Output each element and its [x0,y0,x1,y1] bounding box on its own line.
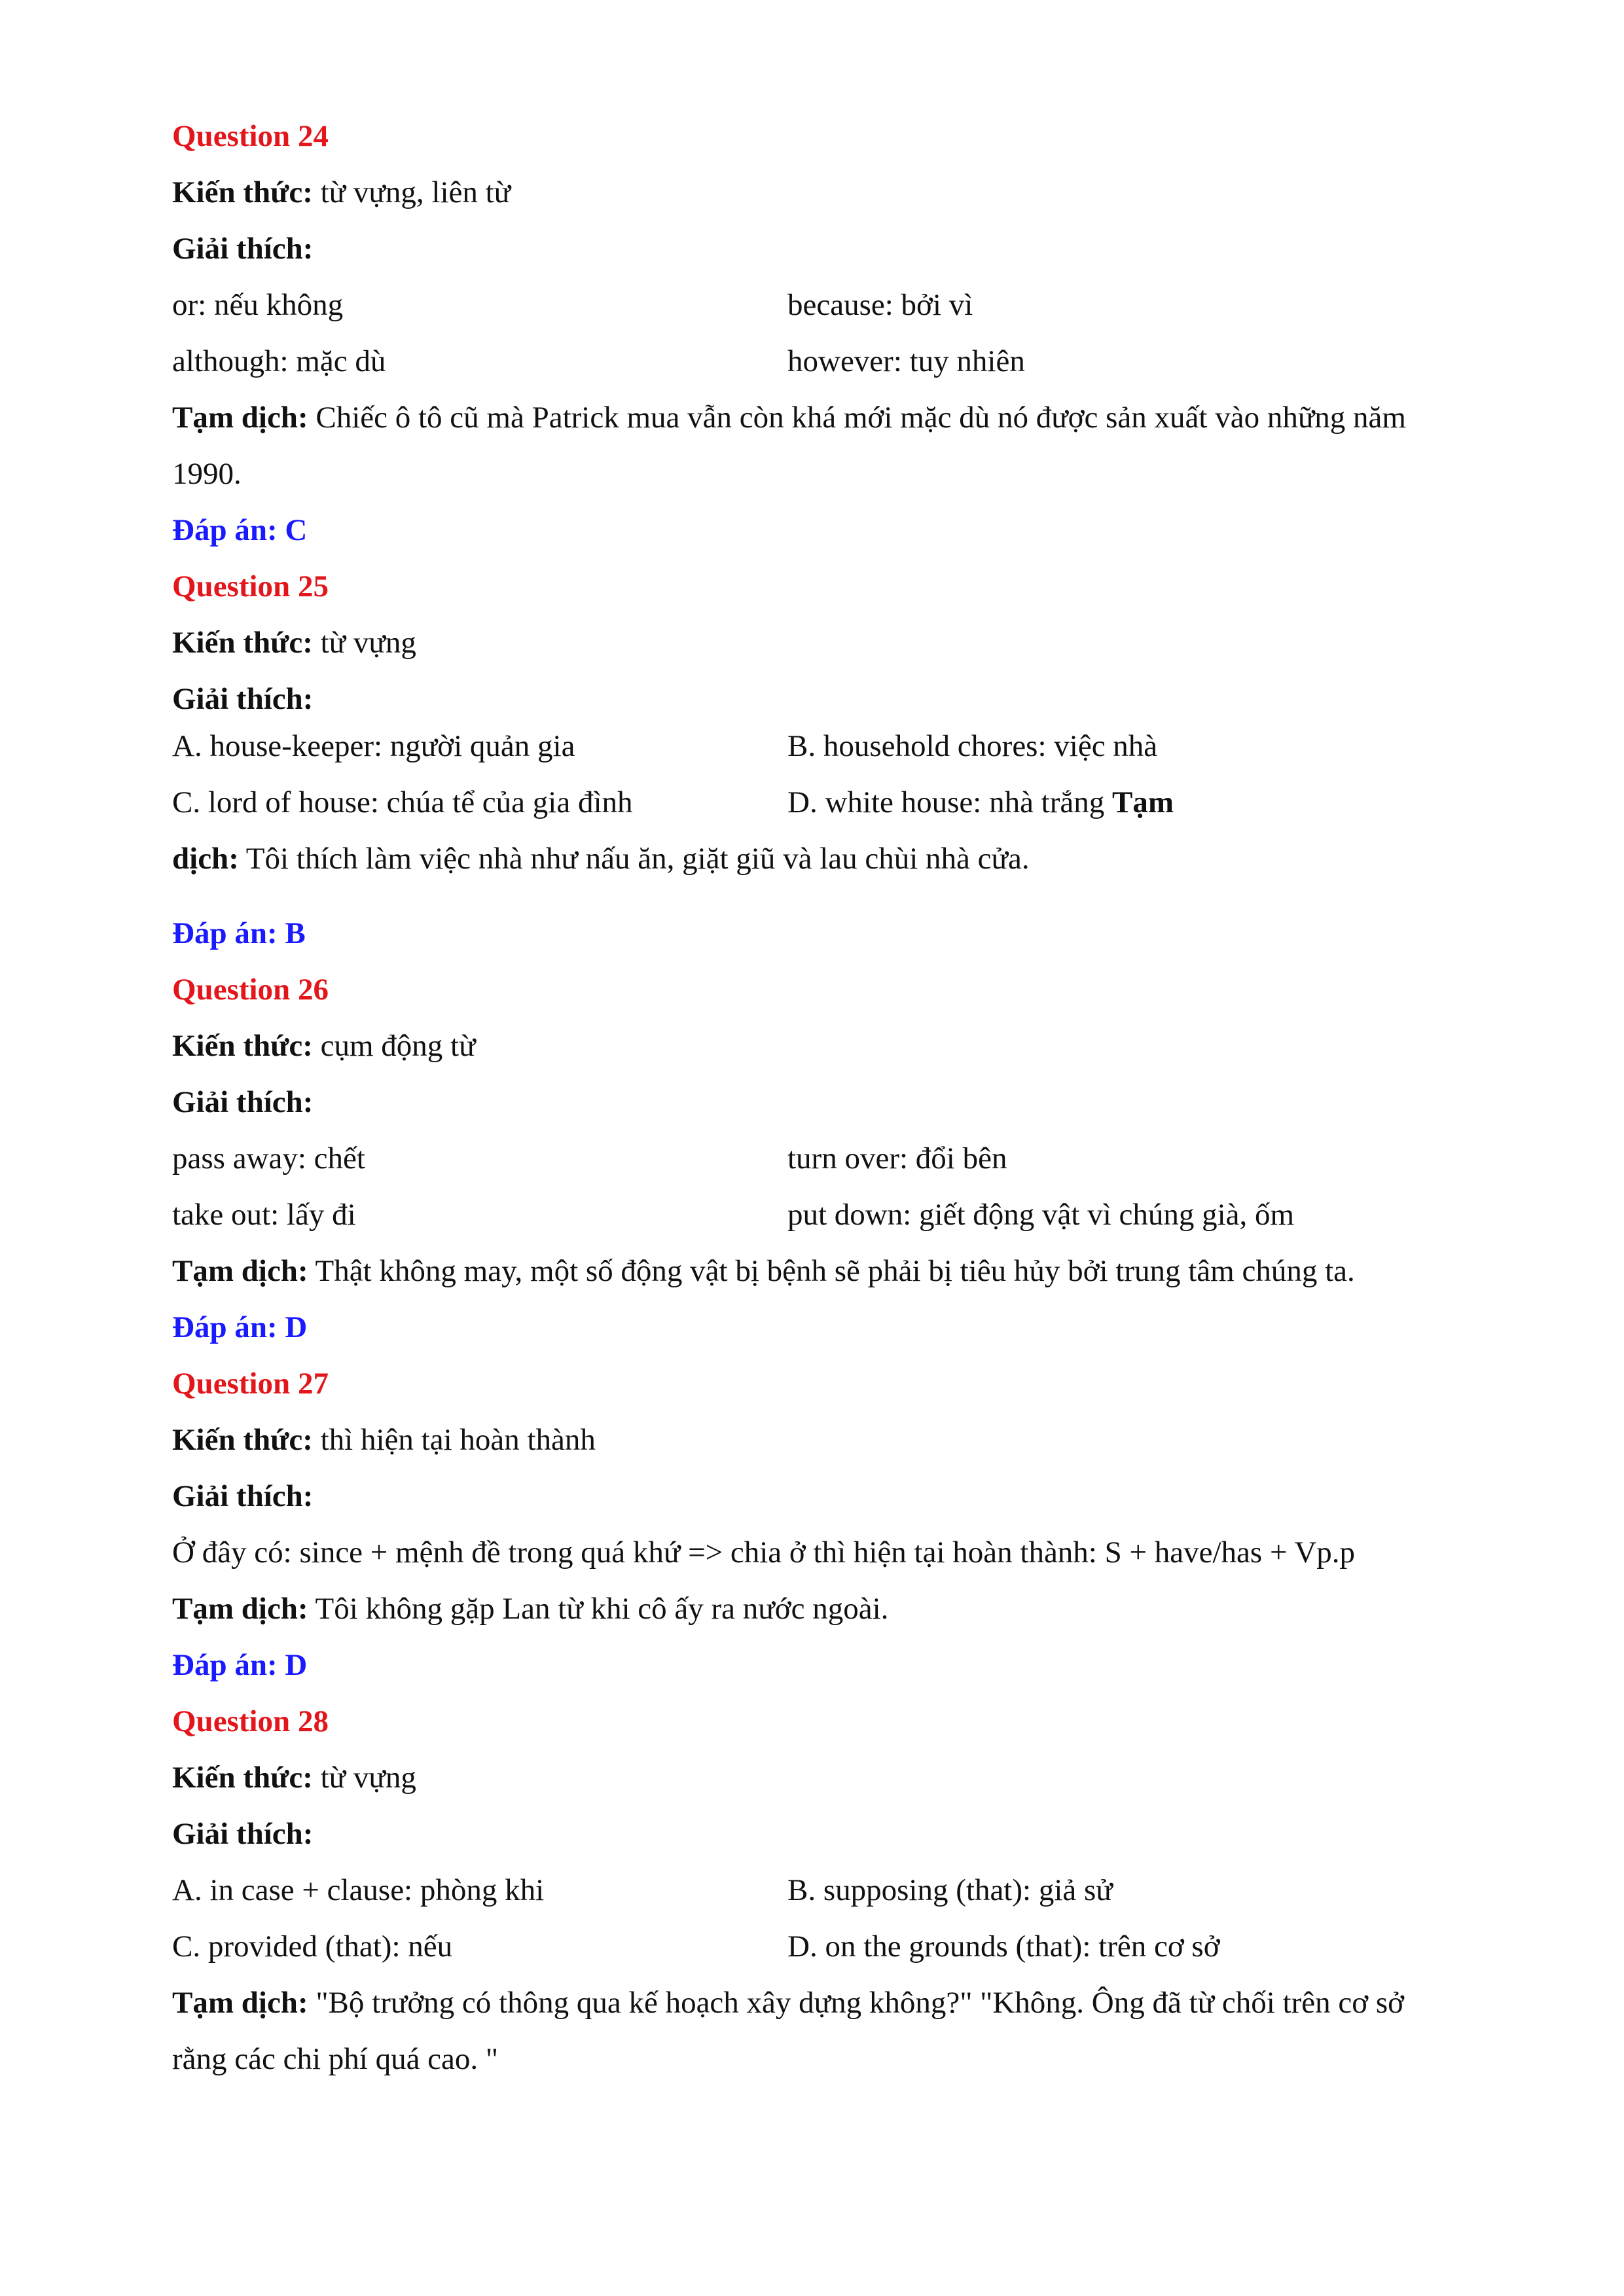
kien-thuc-label: Kiến thức: [172,1029,313,1063]
tam-dich-label: Tạm dịch: [172,1986,308,2020]
tam-dich-label: Tạm dịch: [172,401,308,435]
tam-dich-text: Tôi không gặp Lan từ khi cô ấy ra nước ngoài. [315,1592,889,1626]
question-27-title: Question 27 [172,1367,329,1401]
q24-kien-thuc [172,174,511,211]
q26-tam-dich [172,1253,1355,1289]
q26-option-4: put down: giết động vật vì chúng già, ốm [787,1198,1295,1232]
q27-giai-thich-label: Giải thích: [172,1479,314,1513]
q26-option-2: turn over: đổi bên [787,1141,1007,1175]
q28-kien-thuc [172,1759,416,1796]
q25-option-b: B. household chores: việc nhà [787,729,1158,763]
tam-dich-text: Chiếc ô tô cũ mà Patrick mua vẫn còn khá mới mặc dù nó được sản xuất vào những năm [316,401,1406,435]
question-25-title: Question 25 [172,569,329,603]
q28-option-b: B. supposing (that): giả sử [787,1873,1113,1907]
q27-tam-dich [172,1590,888,1627]
q24-tam-dich [172,399,1406,436]
q28-tam-dich-cont: rằng các chi phí quá cao. " [172,2042,499,2076]
q25-kien-thuc [172,624,416,661]
q25-giai-thich-label: Giải thích: [172,682,314,716]
q24-option-3: although: mặc dù [172,344,386,378]
kien-thuc-label: Kiến thức: [172,626,313,660]
q25-option-c: C. lord of house: chúa tể của gia đình [172,785,633,819]
q25-option-a: A. house-keeper: người quản gia [172,729,575,763]
q24-option-1: or: nếu không [172,288,344,322]
q25-option-d: D. white house: nhà trắng Tạm [787,785,1174,819]
q28-giai-thich-label: Giải thích: [172,1817,314,1851]
q26-giai-thich-label: Giải thích: [172,1085,314,1119]
dich-label-part: dịch: [172,842,239,876]
q27-answer: Đáp án: D [172,1648,308,1682]
kien-thuc-text: thì hiện tại hoàn thành [320,1423,596,1457]
question-24-title: Question 24 [172,119,329,153]
kien-thuc-label: Kiến thức: [172,1761,313,1795]
q27-explanation: Ở đây có: since + mệnh đề trong quá khứ => chia ở thì hiện tại hoàn thành: S + have/has + Vp.p [172,1535,1356,1570]
q28-tam-dich [172,1984,1404,2021]
q25-answer: Đáp án: B [172,916,306,950]
q28-option-d: D. on the grounds (that): trên cơ sở [787,1929,1220,1964]
q24-tam-dich-cont: 1990. [172,457,242,491]
tam-dich-label: Tạm dịch: [172,1254,308,1288]
q27-kien-thuc [172,1422,596,1458]
q26-option-3: take out: lấy đi [172,1198,356,1232]
kien-thuc-text: từ vựng [320,1761,416,1795]
kien-thuc-text: từ vựng, liên từ [320,175,511,209]
q26-kien-thuc [172,1028,476,1064]
kien-thuc-text: từ vựng [320,626,416,660]
kien-thuc-text: cụm động từ [320,1029,476,1063]
q25-tam-dich [172,840,1030,877]
q28-option-c: C. provided (that): nếu [172,1929,453,1964]
tam-dich-text: "Bộ trưởng có thông qua kế hoạch xây dựng không?" "Không. Ông đã từ chối trên cơ sở [316,1986,1404,2020]
q24-giai-thich-label: Giải thích: [172,232,314,266]
question-26-title: Question 26 [172,973,329,1007]
q26-answer: Đáp án: D [172,1310,308,1344]
q28-option-a: A. in case + clause: phòng khi [172,1873,545,1907]
q24-answer: Đáp án: C [172,513,308,547]
question-28-title: Question 28 [172,1704,329,1738]
q24-option-2: because: bởi vì [787,288,973,322]
q24-option-4: however: tuy nhiên [787,344,1025,378]
tam-dich-label: Tạm dịch: [172,1592,308,1626]
tam-dich-text: Tôi thích làm việc nhà như nấu ăn, giặt giũ và lau chùi nhà cửa. [245,842,1030,876]
q26-option-1: pass away: chết [172,1141,365,1175]
kien-thuc-label: Kiến thức: [172,1423,313,1457]
kien-thuc-label: Kiến thức: [172,175,313,209]
tam-dich-text: Thật không may, một số động vật bị bệnh sẽ phải bị tiêu hủy bởi trung tâm chúng ta. [315,1254,1355,1288]
tam-label-part: Tạm [1112,785,1174,819]
